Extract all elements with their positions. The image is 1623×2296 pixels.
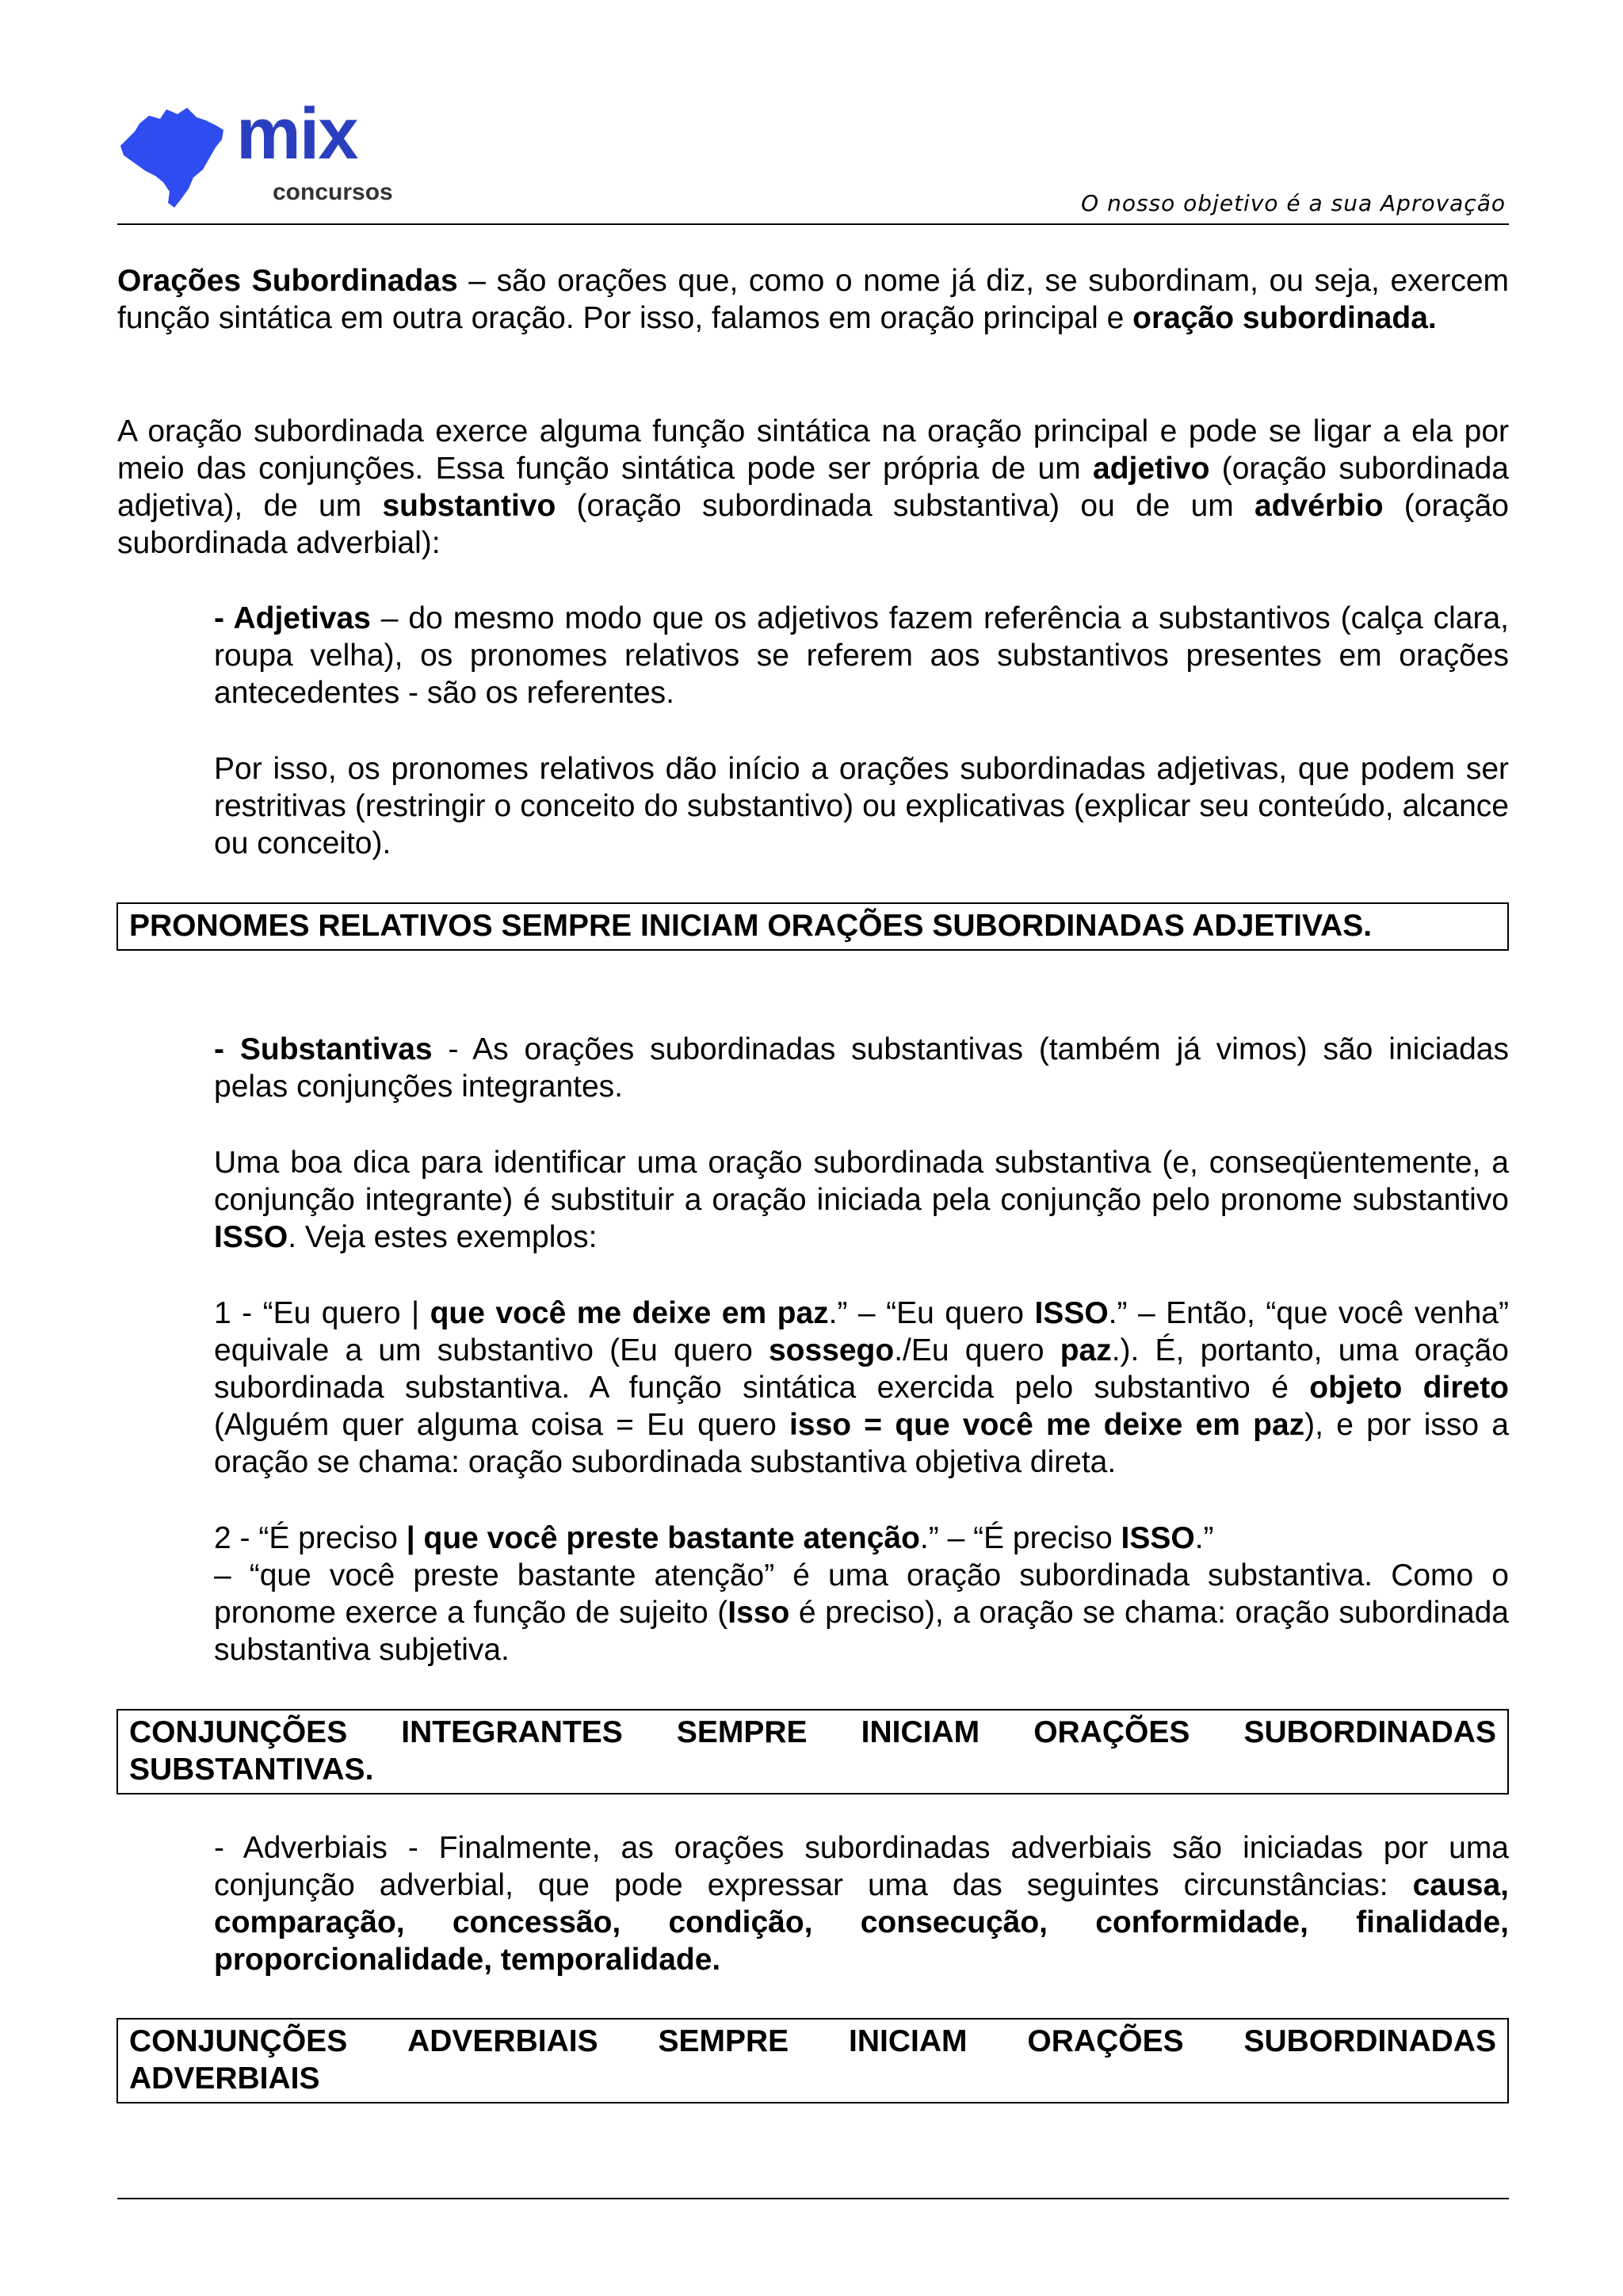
paragraph-exemplo-2-explicacao: – “que você preste bastante atenção” é uma oração subordinada substantiva. Como o pronome exerce a função de sujeito (Isso é preciso), a oração se chama: oração subordinada substantiva subjetiva. [214, 1558, 1509, 1667]
svg-text:mix: mix [236, 98, 357, 174]
header-rule [117, 223, 1509, 225]
svg-text:concursos: concursos [273, 179, 393, 205]
paragraph-exemplo-1: 1 - “Eu quero | que você me deixe em paz.” – “Eu quero ISSO.” – Então, “que você venha” equivale a um substantivo (Eu quero sossego./Eu quero paz.). É, portanto, uma oração subordinada substantiva. A função sintática exercida pelo substantivo é objeto direto (Alguém quer alguma coisa = Eu quero isso = que você me deixe em paz), e por isso a oração se chama: oração subordinada substantiva objetiva direta. [214, 1296, 1510, 1479]
header-tagline: O nosso objetivo é a sua Aprovação [1081, 190, 1506, 216]
highlight-box-pronomes-relativos: PRONOMES RELATIVOS SEMPRE INICIAM ORAÇÕES SUBORDINADAS ADJETIVAS. [116, 902, 1509, 951]
footer-rule [117, 2198, 1509, 2199]
box-line-1: CONJUNÇÕES INTEGRANTES SEMPRE INICIAM ORAÇÕES SUBORDINADAS [129, 1715, 1496, 1749]
box-line-2: SUBSTANTIVAS. [129, 1753, 374, 1787]
paragraph-dica: Uma boa dica para identificar uma oração subordinada substantiva (e, conseqüentemente, a conjunção integrante) é substituir a oração iniciada pela conjunção pelo pronome substantivo ISSO. Veja estes exemplos: [214, 1146, 1509, 1254]
paragraph-adjetivas: - Adjetivas – do mesmo modo que os adjetivos fazem referência a substantivos (calça clara, roupa velha), os pronomes relativos se referem aos substantivos presentes em orações antecedentes - são os referentes. [214, 601, 1510, 710]
paragraph-exemplo-2: 2 - “É preciso | que você preste bastante atenção.” – “É preciso ISSO.” [214, 1521, 1214, 1555]
paragraph-funcao-sintatica: A oração subordinada exerce alguma função sintática na oração principal e pode se ligar a ela por meio das conjunções. Essa função sintática pode ser própria de um adjetivo (oração subordinada adjetiva), de um substantivo (oração subordinada substantiva) ou de um advérbio (oração subordinada adverbial): [117, 414, 1509, 560]
box-line-2: ADVERBIAIS [129, 2061, 320, 2096]
highlight-box-conjuncoes-integrantes [116, 1709, 1509, 1794]
highlight-box-conjuncoes-adverbiais [116, 2018, 1509, 2103]
brazil-map-icon [117, 98, 418, 217]
paragraph-oracoes-subordinadas: Orações Subordinadas – são orações que, como o nome já diz, se subordinam, ou seja, exercem função sintática em outra oração. Por isso, falamos em oração principal e oração subordinada. [117, 264, 1509, 335]
box-line-1: CONJUNÇÕES ADVERBIAIS SEMPRE INICIAM ORAÇÕES SUBORDINADAS [129, 2024, 1496, 2058]
paragraph-adverbiais: - Adverbiais - Finalmente, as orações subordinadas adverbiais são iniciadas por uma conjunção adverbial, que pode expressar uma das seguintes circunstâncias: causa, comparação, concessão, condição, consecução, conformidade, finalidade, proporcionalidade, temporalidade. [214, 1831, 1509, 1977]
paragraph-pronomes-relativos: Por isso, os pronomes relativos dão início a orações subordinadas adjetivas, que podem ser restritivas (restringir o conceito do substantivo) ou explicativas (explicar seu conteúdo, alcance ou conceito). [214, 752, 1509, 860]
mix-concursos-logo [117, 98, 418, 217]
paragraph-substantivas: - Substantivas - As orações subordinadas substantivas (também já vimos) são iniciadas pelas conjunções integrantes. [214, 1032, 1509, 1104]
